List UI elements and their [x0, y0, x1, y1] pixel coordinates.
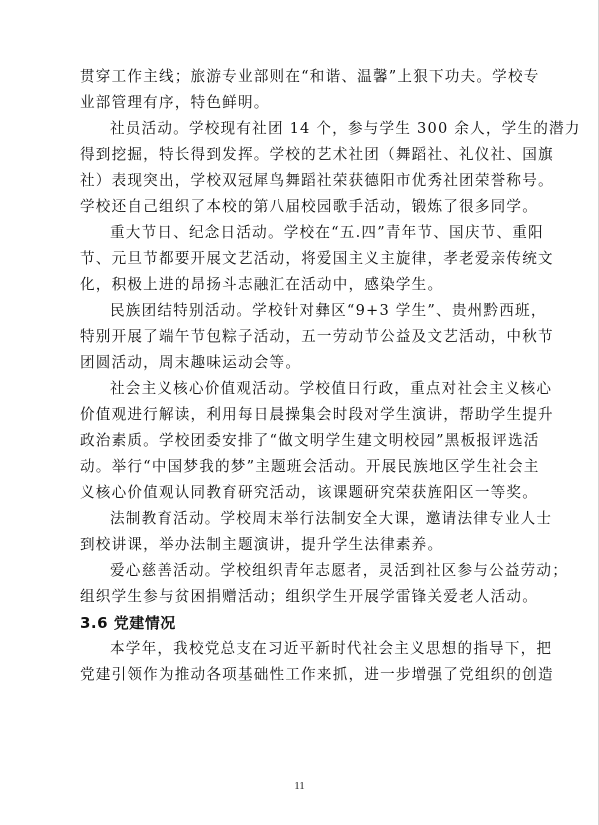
text-line: 本学年，我校党总支在习近平新时代社会主义思想的指导下，把 [110, 640, 553, 657]
text-line: 得到挖掘，特长得到发挥。学校的艺术社团（舞蹈社、礼仪社、国旗 [80, 146, 554, 163]
body-paragraph [80, 298, 554, 376]
section-heading: 3.6 党建情况 [80, 614, 176, 632]
text-line: 法制教育活动。学校周末举行法制安全大课，邀请法律专业人士 [110, 510, 553, 527]
text-line: 义核心价值观认同教育研究活动，该课题研究荣获旌阳区一等奖。 [80, 484, 539, 501]
text-line: 民族团结特别活动。学校针对彝区“9+3 学生”、贵州黔西班， [110, 302, 547, 319]
text-line: 特别开展了端午节包粽子活动，五一劳动节公益及文艺活动，中秋节 [80, 328, 554, 345]
paragraph-list [80, 64, 581, 610]
body-paragraph [80, 64, 540, 116]
text-line: 贯穿工作主线；旅游专业部则在“和谐、温馨”上狠下功夫。学校专 [80, 68, 540, 85]
text-line: 爱心慈善活动。学校组织青年志愿者，灵活到社区参与公益劳动； [110, 562, 569, 579]
text-line: 业部管理有序，特色鲜明。 [80, 94, 270, 111]
body-paragraph [80, 506, 553, 558]
body-paragraph [80, 558, 569, 610]
text-line: 到校讲课，举办法制主题演讲，提升学生法律素养。 [80, 536, 444, 553]
text-line: 化，积极上进的昂扬斗志融汇在活动中，感染学生。 [80, 276, 444, 293]
page-body [80, 64, 581, 688]
text-line: 价值观进行解读，利用每日晨操集会时段对学生演讲，帮助学生提升 [80, 406, 554, 423]
body-paragraph [80, 376, 554, 506]
text-line: 学校还自己组织了本校的第八届校园歌手活动，锻炼了很多同学。 [80, 198, 539, 215]
text-line: 组织学生参与贫困捐赠活动；组织学生开展学雷锋关爱老人活动。 [80, 588, 539, 605]
text-line: 节、元旦节都要开展文艺活动，将爱国主义主旋律，孝老爱亲传统文 [80, 250, 554, 267]
text-line: 党建引领作为推动各项基础性工作来抓，进一步增强了党组织的创造 [80, 666, 554, 683]
page-number: 11 [294, 780, 305, 792]
text-line: 动。举行“中国梦我的梦”主题班会活动。开展民族地区学生社会主 [80, 458, 540, 475]
body-paragraph [80, 116, 581, 220]
text-line: 社）表现突出，学校双冠犀鸟舞蹈社荣获德阳市优秀社团荣誉称号。 [80, 172, 554, 189]
text-line: 社员活动。学校现有社团 14 个，参与学生 300 余人，学生的潜力 [110, 120, 581, 137]
section-paragraph [80, 636, 554, 688]
body-paragraph [80, 220, 554, 298]
text-line: 社会主义核心价值观活动。学校值日行政，重点对社会主义核心 [110, 380, 553, 397]
text-line: 重大节日、纪念日活动。学校在“五.四”青年节、国庆节、重阳 [110, 224, 544, 241]
text-line: 团圆活动，周末趣味运动会等。 [80, 354, 302, 371]
text-line: 政治素质。学校团委安排了“做文明学生建文明校园”黑板报评选活 [80, 432, 540, 449]
